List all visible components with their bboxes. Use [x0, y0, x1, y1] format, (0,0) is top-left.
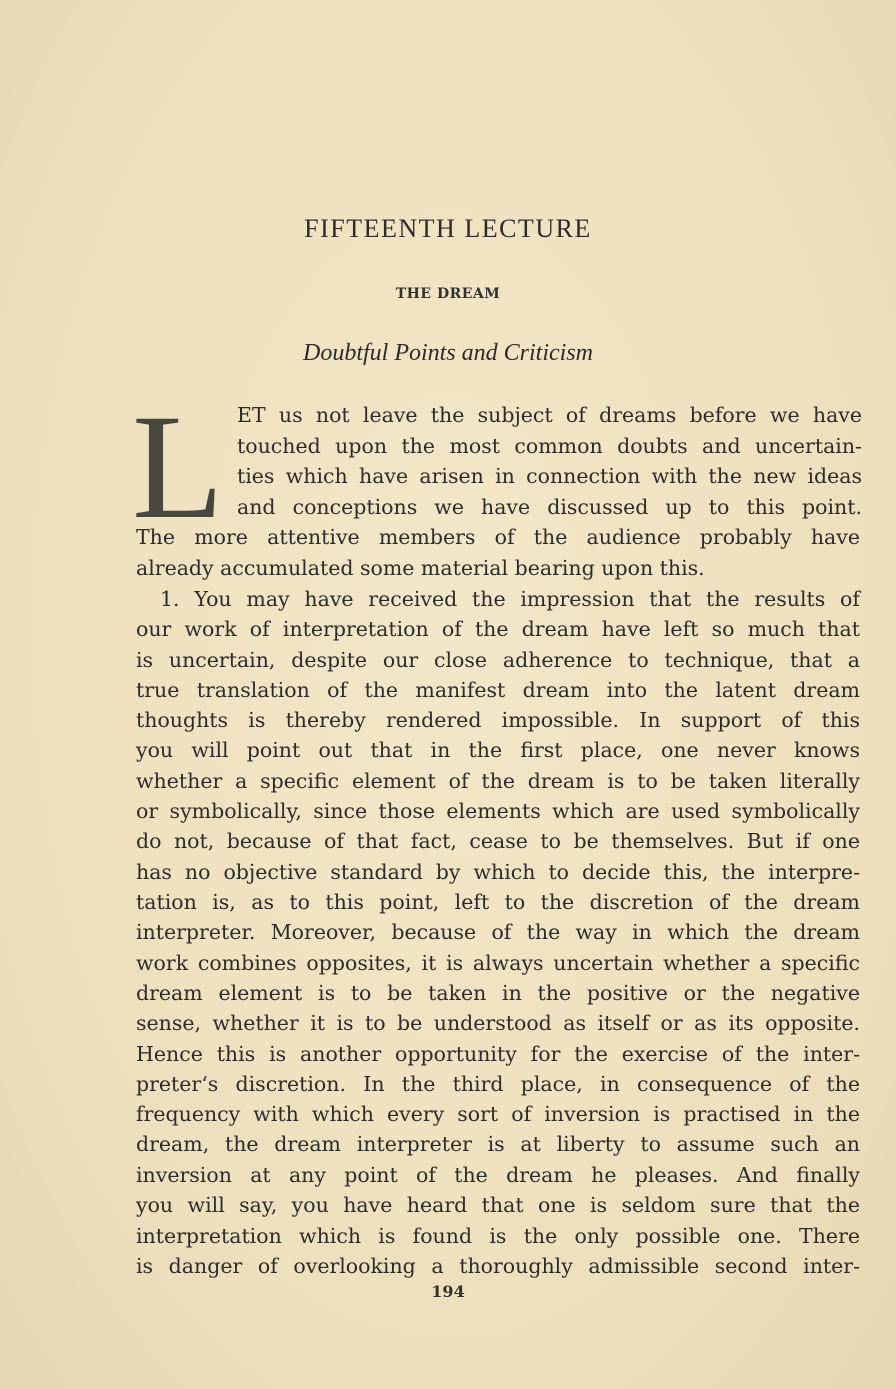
body-line: Hence this is another opportunity for the exercise of the inter-	[136, 1042, 860, 1066]
page-number: 194	[431, 1282, 465, 1301]
body-line: dream element is to be taken in the positive or the negative	[136, 981, 860, 1005]
body-line: preter‘s discretion. In the third place, in consequence of the	[136, 1072, 860, 1096]
body-line: sense, whether it is to be understood as itself or as its opposite.	[136, 1011, 860, 1035]
body-line: is danger of overlooking a thoroughly admissible second inter-	[136, 1254, 860, 1278]
body-line: The more attentive members of the audience probably have	[136, 525, 860, 549]
body-line: tation is, as to this point, left to the discretion of the dream	[136, 890, 860, 914]
body-line: or symbolically, since those elements which are used symbolically	[136, 799, 860, 823]
body-line: you will say, you have heard that one is seldom sure that the	[136, 1193, 860, 1217]
body-line: whether a specific element of the dream is to be taken literally	[136, 769, 860, 793]
body-line: interpreter. Moreover, because of the way in which the dream	[136, 920, 860, 944]
body-line: do not, because of that fact, cease to be themselves. But if one	[136, 829, 860, 853]
chapter-subtitle: Doubtful Points and Criticism	[302, 340, 593, 366]
body-line: ET us not leave the subject of dreams before we have	[237, 403, 862, 427]
body-line: inversion at any point of the dream he pleases. And finally	[136, 1163, 860, 1187]
body-line: already accumulated some material bearing upon this.	[136, 556, 705, 580]
body-line: has no objective standard by which to decide this, the interpre-	[136, 860, 860, 884]
body-line: you will point out that in the first place, one never knows	[136, 738, 860, 762]
lecture-title: FIFTEENTH LECTURE	[304, 214, 592, 243]
body-line: frequency with which every sort of inversion is practised in the	[136, 1102, 860, 1126]
body-line: and conceptions we have discussed up to this point.	[237, 495, 862, 519]
body-line: work combines opposites, it is always uncertain whether a specific	[136, 951, 860, 975]
body-line: interpretation which is found is the only possible one. There	[136, 1224, 860, 1248]
section-title: THE DREAM	[395, 286, 501, 302]
drop-cap: L	[132, 384, 224, 550]
body-line: ties which have arisen in connection with the new ideas	[237, 464, 862, 488]
body-line: dream, the dream interpreter is at liberty to assume such an	[136, 1132, 860, 1156]
body-line: thoughts is thereby rendered impossible. In support of this	[136, 708, 860, 732]
body-line: touched upon the most common doubts and uncertain-	[237, 434, 862, 458]
body-line: our work of interpretation of the dream have left so much that	[136, 617, 860, 641]
body-line: 1. You may have received the impression that the results of	[160, 587, 860, 611]
body-line: true translation of the manifest dream into the latent dream	[136, 678, 860, 702]
body-line: is uncertain, despite our close adherence to technique, that a	[136, 648, 860, 672]
